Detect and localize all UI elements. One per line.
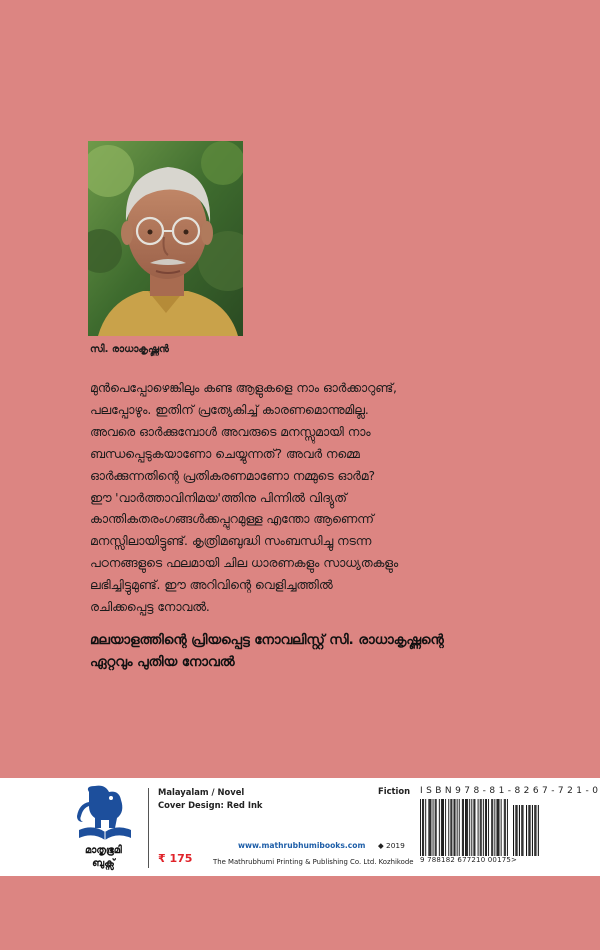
barcode-bar: [429, 799, 430, 856]
barcode: [420, 799, 540, 856]
barcode-bar: [471, 799, 472, 856]
barcode-addon-bar: [513, 805, 514, 856]
publisher-name-line: മാതൃഭൂമി: [85, 845, 122, 856]
barcode-bar: [423, 799, 424, 856]
publisher-name: [85, 844, 122, 870]
barcode-bar: [486, 799, 487, 856]
price: ₹ 175: [158, 852, 193, 865]
blurb-line: ലഭിച്ചിട്ടുമുണ്ട്. ഈ അറിവിന്റെ വെളിച്ചത്തിൽ: [90, 578, 333, 593]
barcode-bar: [481, 799, 482, 856]
tagline: [90, 630, 560, 674]
barcode-bar: [454, 799, 455, 856]
barcode-bar: [448, 799, 449, 856]
barcode-bar: [445, 799, 446, 856]
barcode-bar: [433, 799, 434, 856]
barcode-bar: [485, 799, 486, 856]
barcode-bar: [494, 799, 495, 856]
printer-credit: The Mathrubhumi Printing & Publishing Co. Ltd. Kozhikode: [213, 858, 414, 866]
barcode-bar: [436, 799, 437, 856]
barcode-bar: [488, 799, 489, 856]
barcode-bar: [507, 799, 508, 856]
divider: [148, 788, 149, 868]
barcode-bar: [425, 799, 426, 856]
blurb-line: രചിക്കപ്പെട്ട നോവൽ.: [90, 600, 210, 615]
barcode-addon-bar: [538, 805, 539, 856]
barcode-bar: [480, 799, 481, 856]
blurb-line: അവരെ ഓർക്കുമ്പോൾ അവരുടെ മനസ്സുമായി നാം: [90, 424, 371, 439]
barcode-bar: [455, 799, 456, 856]
publisher-name-line: ബുക്സ്: [92, 858, 115, 869]
barcode-bar: [459, 799, 460, 856]
barcode-addon-bar: [519, 805, 520, 856]
barcode-bar: [478, 799, 479, 856]
barcode-bar: [439, 799, 440, 856]
genre: Fiction: [378, 786, 411, 796]
barcode-bar: [422, 799, 423, 856]
barcode-addon-bar: [522, 805, 523, 856]
barcode-addon-bar: [526, 805, 527, 856]
barcode-bar: [469, 799, 470, 856]
barcode-addon-bar: [521, 805, 522, 856]
author-caption: സി. രാധാകൃഷ്ണൻ: [90, 344, 169, 355]
barcode-addon-bar: [515, 805, 516, 856]
barcode-bar: [435, 799, 436, 856]
barcode-bar: [505, 799, 506, 856]
tagline-line: മലയാളത്തിന്റെ പ്രിയപ്പെട്ട നോവലിസ്റ്റ് സി. രാധാകൃഷ്ണന്റെ: [90, 633, 444, 648]
barcode-addon-bar: [517, 805, 518, 856]
barcode-addon-bar: [532, 805, 533, 856]
barcode-bar: [492, 799, 493, 856]
blurb-line: ഓർക്കുന്നതിന്റെ പ്രതികരണമാണോ നമ്മുടെ ഓർമ?: [90, 468, 376, 483]
book-meta: [158, 786, 262, 812]
barcode-bar: [474, 799, 475, 856]
blurb-line: പലപ്പോഴും. ഇതിന് പ്രത്യേകിച്ച് കാരണമൊന്നുമില്ല.: [90, 402, 369, 417]
isbn: I S B N 9 7 8 - 8 1 - 8 2 6 7 - 7 2 1 - 0: [420, 786, 599, 796]
author-photo: [88, 141, 243, 336]
category: Malayalam / Novel: [158, 787, 245, 797]
blurb-text: [90, 378, 530, 619]
barcode-addon-bar: [535, 805, 536, 856]
barcode-bar: [420, 799, 421, 856]
barcode-bar: [499, 799, 500, 856]
barcode-bar: [430, 799, 431, 856]
barcode-addon-bar: [528, 805, 529, 856]
blurb-line: കാന്തികതരംഗങ്ങൾക്കപ്പുറമുള്ള എന്തോ ആണെന്ന്: [90, 512, 374, 527]
barcode-bar: [467, 799, 468, 856]
blurb-line: പഠനങ്ങളുടെ ഫലമായി ചില ധാരണകളും സാധ്യതകളും: [90, 556, 399, 571]
barcode-bar: [498, 799, 499, 856]
barcode-bar: [466, 799, 467, 856]
barcode-bar: [457, 799, 458, 856]
barcode-bar: [428, 799, 429, 856]
website-link[interactable]: www.mathrubhumibooks.com: [238, 841, 366, 850]
barcode-bar: [504, 799, 505, 856]
tagline-line: ഏറ്റവും പുതിയ നോവൽ: [90, 655, 235, 670]
barcode-addon-bar: [530, 805, 531, 856]
cover-design-credit: Cover Design: Red Ink: [158, 800, 263, 810]
barcode-bar: [465, 799, 466, 856]
barcode-digits: 9 788182 677210 00175>: [420, 856, 518, 864]
blurb-line: ഈ 'വാർത്താവിനിമയ'ത്തിനു പിന്നിൽ വിദ്യുത്: [90, 490, 347, 505]
blurb-line: ബന്ധപ്പെടുകയാണോ ചെയ്യുന്നത്? അവർ നമ്മെ: [90, 446, 360, 461]
barcode-addon-bar: [534, 805, 535, 856]
barcode-bar: [463, 799, 464, 856]
barcode-bar: [473, 799, 474, 856]
barcode-bar: [483, 799, 484, 856]
publication-year: ◆ 2019: [378, 841, 405, 850]
elephant-book-logo-icon: [75, 784, 135, 842]
barcode-bar: [443, 799, 444, 856]
barcode-bar: [450, 799, 451, 856]
barcode-bar: [491, 799, 492, 856]
publisher-logo: [75, 780, 135, 872]
barcode-bar: [442, 799, 443, 856]
blurb-line: മനസ്സിലായിട്ടുണ്ട്. കൃത്രിമബുദ്ധി സംബന്ധിച്ചു നടന്ന: [90, 534, 372, 549]
barcode-bar: [462, 799, 463, 856]
barcode-bar: [441, 799, 442, 856]
barcode-bar: [496, 799, 497, 856]
barcode-bar: [451, 799, 452, 856]
blurb-line: മുൻപെപ്പോഴെങ്കിലും കണ്ട ആളുകളെ നാം ഓർക്കാറുണ്ട്,: [90, 381, 397, 395]
barcode-bar: [501, 799, 502, 856]
